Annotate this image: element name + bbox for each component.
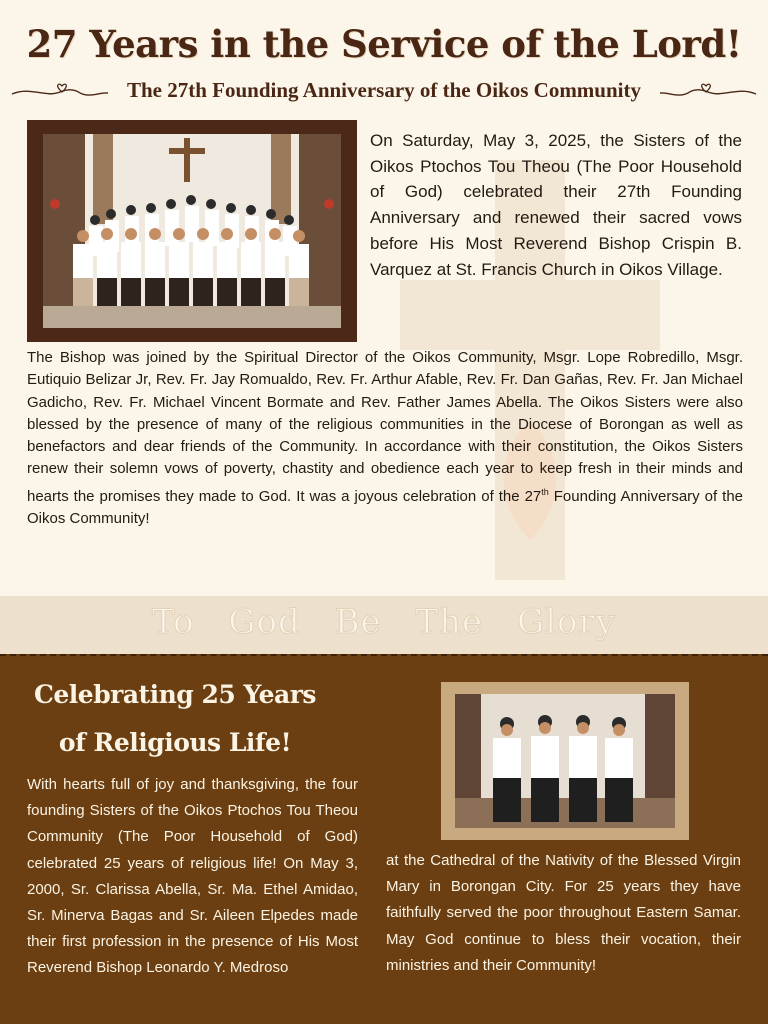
article-body-text: The Bishop was joined by the Spiritual Director of the Oikos Community, Msgr. Lope Robredillo, Msgr. Eutiquio Belizar Jr, Rev. Fr. Jay Romualdo, Rev. Fr. Arthur Afable, Rev. Fr. Dan Gañas, Rev. Fr. Jan Michael Gadicho, Rev. Fr. Michael Vincent Bormate and Rev. Father James Abella. The Oikos Sisters were also blessed by the presence of many of the religious communities in the Diocese of Borongan as well as benefactors and dear friends of the Community. In accordance with their constitution, the Oikos Sisters renew their solemn vows of poverty, chastity and obedience each year to keep fresh in their minds and hearts the promises they made to God. It was a joyous celebration of the 27 (27, 349, 743, 505)
group-photo (43, 134, 341, 328)
section-divider (0, 654, 768, 656)
sisters-photo-frame (441, 682, 689, 840)
article-body-end: Founding Anniversary of the Oikos Community! (27, 487, 744, 528)
article-body (27, 347, 743, 530)
glory-band (0, 596, 768, 654)
article-lead: On Saturday, May 3, 2025, the Sisters of the Oikos Ptochos Tou Theou (The Poor Household of God) celebrated their 27th Founding Anniversary and renewed their sacred vows before His Most Reverend Bishop Crispin B. Varquez at St. Francis Church in Oikos Village. (370, 131, 742, 279)
section-text-left: With hearts full of joy and thanksgiving, the four founding Sisters of the Oikos Ptochos Tou Theou Community (The Poor Household of God) celebrated 25 years of religious life! On May 3, 2000, Sr. Clarissa Abella, Sr. Ma. Ethel Amidao, Sr. Minerva Bagas and Sr. Aileen Elpedes made their first profession in the presence of His Most Reverend Bishop Leonardo Y. Medroso (27, 776, 358, 977)
section-title-line2: of Religious Life! (58, 728, 292, 757)
group-photo-frame (27, 120, 357, 342)
section-title-line1: Celebrating 25 Years (34, 680, 316, 709)
flourish-right-icon (658, 80, 758, 102)
page-subtitle: The 27th Founding Anniversary of the Oikos Community (127, 78, 641, 102)
subtitle-row (0, 76, 768, 106)
glory-text: To God Be The Glory (152, 602, 616, 642)
page-title: 27 Years in the Service of the Lord! (26, 22, 742, 66)
sisters-photo (455, 694, 675, 828)
ordinal-suffix: th (541, 486, 549, 497)
section-text-right: at the Cathedral of the Nativity of the Blessed Virgin Mary in Borongan City. For 25 years they have faithfully served the poor throughout Eastern Samar. May God continue to bless their vocation, their ministries and their Community! (386, 852, 741, 974)
